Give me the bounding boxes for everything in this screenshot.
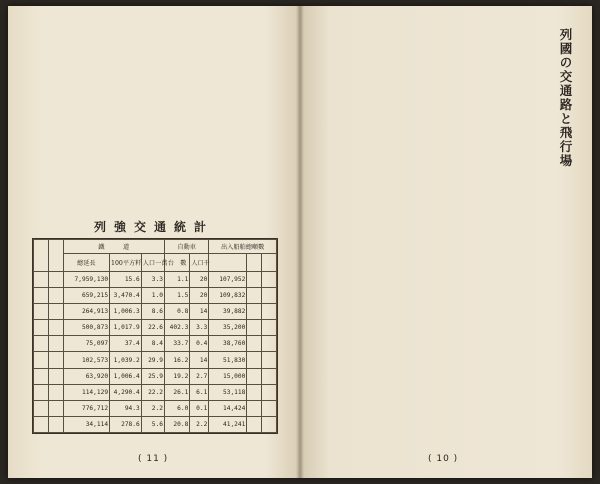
auto-count-cell: 6.0: [164, 400, 189, 416]
country-left-cell-2: [48, 368, 63, 384]
rail-per-area-cell: 1,039.2: [110, 352, 142, 368]
rail-length-cell: 34,114: [63, 416, 109, 432]
rail-per-pop-cell: 8.6: [141, 304, 164, 320]
auto-per-pop-cell: 0.1: [190, 400, 209, 416]
table-header-country-left: [34, 240, 49, 272]
rail-per-area-cell: 15.6: [110, 272, 142, 288]
country-right-cell-2: [262, 336, 277, 352]
country-right-cell-2: [262, 384, 277, 400]
tonnage-cell: 109,832: [209, 288, 247, 304]
country-right-cell-2: [262, 416, 277, 432]
auto-per-pop-cell: 20: [190, 288, 209, 304]
rail-per-pop-cell: 5.6: [141, 416, 164, 432]
transport-statistics-table: [32, 238, 278, 434]
auto-per-pop-cell: 2.2: [190, 416, 209, 432]
rail-per-pop-cell: 3.3: [141, 272, 164, 288]
country-right-cell-2: [262, 352, 277, 368]
auto-count-cell: 20.8: [164, 416, 189, 432]
country-right-cell: [247, 320, 262, 336]
table-header-auto-group: 自動車: [164, 240, 208, 254]
country-right-cell: [247, 416, 262, 432]
tonnage-cell: 53,118: [209, 384, 247, 400]
country-left-cell: [34, 352, 49, 368]
table-header-rail-per-area: 100平方粁: [110, 254, 142, 272]
rail-length-cell: 500,873: [63, 320, 109, 336]
country-left-cell-2: [48, 288, 63, 304]
country-right-cell: [247, 384, 262, 400]
auto-count-cell: 33.7: [164, 336, 189, 352]
country-left-cell: [34, 416, 49, 432]
table-header-country-right-2: [262, 254, 277, 272]
country-left-cell-2: [48, 352, 63, 368]
country-right-cell-2: [262, 272, 277, 288]
table-header-auto-count: 台 數: [164, 254, 189, 272]
auto-per-pop-cell: 3.3: [190, 320, 209, 336]
rail-per-pop-cell: 25.9: [141, 368, 164, 384]
tonnage-cell: 14,424: [209, 400, 247, 416]
auto-count-cell: 1.1: [164, 272, 189, 288]
book-spread: [8, 6, 592, 478]
rail-per-area-cell: 1,006.3: [110, 304, 142, 320]
table-row: [34, 416, 277, 432]
tonnage-cell: 41,241: [209, 416, 247, 432]
country-left-cell: [34, 272, 49, 288]
country-right-cell: [247, 352, 262, 368]
auto-count-cell: 402.3: [164, 320, 189, 336]
page-number-right: ( 10 ): [428, 454, 459, 464]
right-page-body-text: [322, 28, 578, 398]
auto-count-cell: 16.2: [164, 352, 189, 368]
rail-per-pop-cell: 29.9: [141, 352, 164, 368]
country-left-cell-2: [48, 272, 63, 288]
country-left-cell: [34, 384, 49, 400]
auto-per-pop-cell: 6.1: [190, 384, 209, 400]
country-left-cell: [34, 320, 49, 336]
rail-per-pop-cell: 8.4: [141, 336, 164, 352]
country-left-cell: [34, 400, 49, 416]
table-header-rail-length: 總延長: [63, 254, 109, 272]
page-number-left: ( 11 ): [138, 454, 169, 464]
table-title: 列強交通統計: [93, 220, 214, 234]
table-header-auto-per-pop: 人口千: [190, 254, 209, 272]
tonnage-cell: 38,760: [209, 336, 247, 352]
right-page: [300, 6, 592, 478]
section-heading: 列國の交通路と飛行場: [558, 28, 573, 168]
rail-per-area-cell: 278.6: [110, 416, 142, 432]
country-right-cell-2: [262, 400, 277, 416]
country-right-cell: [247, 400, 262, 416]
country-right-cell: [247, 304, 262, 320]
tonnage-cell: 51,830: [209, 352, 247, 368]
country-left-cell: [34, 368, 49, 384]
country-left-cell-2: [48, 336, 63, 352]
auto-count-cell: 1.5: [164, 288, 189, 304]
country-left-cell-2: [48, 400, 63, 416]
country-right-cell: [247, 272, 262, 288]
tonnage-cell: 39,882: [209, 304, 247, 320]
rail-per-area-cell: 1,017.9: [110, 320, 142, 336]
table-row: [34, 320, 277, 336]
country-left-cell-2: [48, 320, 63, 336]
left-page-body-text: [32, 28, 276, 210]
country-right-cell-2: [262, 288, 277, 304]
rail-length-cell: 63,920: [63, 368, 109, 384]
country-left-cell-2: [48, 384, 63, 400]
auto-per-pop-cell: 0.4: [190, 336, 209, 352]
country-left-cell: [34, 336, 49, 352]
table-row: [34, 368, 277, 384]
rail-length-cell: 102,573: [63, 352, 109, 368]
tonnage-cell: 15,000: [209, 368, 247, 384]
table-row: [34, 272, 277, 288]
rail-per-area-cell: 94.3: [110, 400, 142, 416]
country-right-cell-2: [262, 320, 277, 336]
auto-per-pop-cell: 14: [190, 352, 209, 368]
rail-per-pop-cell: 22.6: [141, 320, 164, 336]
left-page: [8, 6, 300, 478]
rail-length-cell: 114,129: [63, 384, 109, 400]
table-row: [34, 336, 277, 352]
rail-length-cell: 264,913: [63, 304, 109, 320]
auto-per-pop-cell: 14: [190, 304, 209, 320]
table-row: [34, 352, 277, 368]
country-left-cell-2: [48, 304, 63, 320]
country-right-cell-2: [262, 304, 277, 320]
table-header-rail-group: 鐵 道: [63, 240, 164, 254]
tonnage-cell: 35,200: [209, 320, 247, 336]
book-gutter: [296, 6, 304, 478]
auto-count-cell: 19.2: [164, 368, 189, 384]
country-right-cell: [247, 368, 262, 384]
auto-per-pop-cell: 2.7: [190, 368, 209, 384]
table-row: [34, 400, 277, 416]
table-row: [34, 288, 277, 304]
rail-length-cell: 75,097: [63, 336, 109, 352]
table-header-country-left-2: [48, 240, 63, 272]
rail-length-cell: 659,215: [63, 288, 109, 304]
table-header-tonnage: [209, 254, 247, 272]
rail-per-pop-cell: 1.0: [141, 288, 164, 304]
rail-per-pop-cell: 2.2: [141, 400, 164, 416]
country-left-cell: [34, 288, 49, 304]
table-header-country-right: [247, 254, 262, 272]
rail-per-pop-cell: 22.2: [141, 384, 164, 400]
country-right-cell: [247, 288, 262, 304]
table-row: [34, 304, 277, 320]
table-header-rail-per-pop: 人口一萬: [141, 254, 164, 272]
table-header-shipping-group: 出入船舶總噸數: [209, 240, 277, 254]
country-left-cell-2: [48, 416, 63, 432]
rail-length-cell: 776,712: [63, 400, 109, 416]
table-row: [34, 384, 277, 400]
tonnage-cell: 107,952: [209, 272, 247, 288]
country-right-cell-2: [262, 368, 277, 384]
rail-per-area-cell: 4,290.4: [110, 384, 142, 400]
rail-length-cell: 7,959,130: [63, 272, 109, 288]
rail-per-area-cell: 37.4: [110, 336, 142, 352]
country-left-cell: [34, 304, 49, 320]
auto-count-cell: 0.8: [164, 304, 189, 320]
auto-count-cell: 26.1: [164, 384, 189, 400]
rail-per-area-cell: 3,470.4: [110, 288, 142, 304]
country-right-cell: [247, 336, 262, 352]
rail-per-area-cell: 1,006.4: [110, 368, 142, 384]
auto-per-pop-cell: 20: [190, 272, 209, 288]
